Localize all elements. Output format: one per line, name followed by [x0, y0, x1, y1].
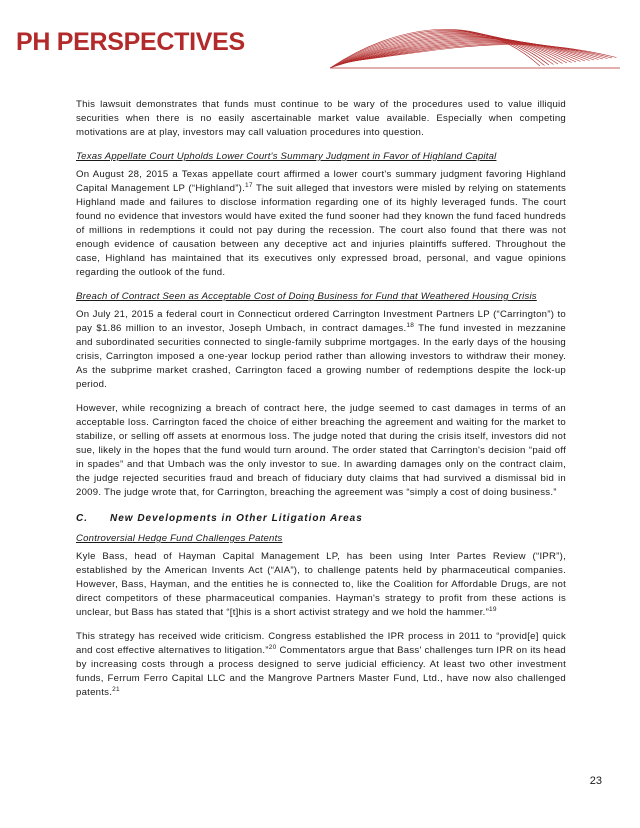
patents-paragraph — [76, 550, 566, 620]
footnote-ref-21[interactable]: 21 — [112, 686, 120, 693]
section-title: New Developments in Other Litigation Areas — [110, 513, 363, 524]
swoosh-line — [338, 36, 571, 65]
ipr-criticism-paragraph — [76, 630, 566, 700]
brand-title: PH PERSPECTIVES — [16, 28, 245, 56]
ipr-text-b: Commentators argue that Bass' challenges turn IPR on its head by increasing costs through a process designed to serve judicial efficiency. At least two other investment funds, Ferrum Ferro Capital LLC and the Mangrove Partners Master Fund, Ltd., have now also challenged patents. — [76, 645, 566, 698]
carrington-text-b: The fund invested in mezzanine and subordinated securities connected to single-family subprime mortgages. In the early days of the housing crisis, Carrington imposed a one-year lockup period rather than allowing investors to withdraw their money. As the subprime market crashed, Carrington faced a growing number of redemptions despite the lock-up period. — [76, 323, 566, 390]
subheading-patents: Controversial Hedge Fund Challenges Patents — [76, 533, 283, 544]
section-heading-c — [76, 512, 566, 526]
section-letter: C. — [76, 513, 88, 524]
carrington-paragraph — [76, 308, 566, 392]
patents-text: Kyle Bass, head of Hayman Capital Management LP, has been using Inter Partes Review (“IPR”), established by the American Invents Act (“AIA”), to challenge patents held by pharmaceutical companies. However, Bass, Hayman, and the entities he is connected to, like the Coalition for Affordable Drugs, are not direct competitors of these pharmaceutical companies. Hayman's strategy to profit from these actions is unclear, but Bass has stated that “[t]his is a short activist strategy and we hold the hammer.” — [76, 551, 566, 618]
footnote-ref-19[interactable]: 19 — [489, 606, 497, 613]
article-body — [76, 98, 566, 710]
footnote-ref-20[interactable]: 20 — [268, 644, 277, 651]
highland-text-a: On August 28, 2015 a Texas appellate court affirmed a lower court's summary judgment favoring Highland Capital Management LP (“Highland”). — [76, 169, 566, 194]
page-header — [0, 0, 640, 80]
carrington-judge-paragraph — [76, 402, 566, 500]
subheading-carrington: Breach of Contract Seen as Acceptable Cost of Doing Business for Fund that Weathered Housing Crisis — [76, 291, 537, 302]
carrington-text-a: On July 21, 2015 a federal court in Connecticut ordered Carrington Investment Partners LP (“Carrington”) to pay $1.86 million to an investor, Joseph Umbach, in contract damages. — [76, 309, 566, 334]
intro-text: This lawsuit demonstrates that funds must continue to be wary of the procedures used to value illiquid securities when there is no easily ascertainable market value available. Especially when competing motivations are at play, investors may call valuation procedures into question. — [76, 99, 566, 138]
subheading-highland: Texas Appellate Court Upholds Lower Court's Summary Judgment in Favor of Highland Capital — [76, 151, 497, 162]
highland-text-b: The suit alleged that investors were misled by relying on statements Highland made and failures to disclose information regarding one of its highly leveraged funds. The court found no evidence that investors would have exited the fund sooner had they known the fund faced hundreds of millions in redemptions it could not pay during the recession. The court also found that there was not enough evidence of causation between any deceptive act and injuries plaintiffs suffered. Throughout the case, Highland has maintained that its executives only expressed broad, personal, and vague opinions regarding the outlook of the fund. — [76, 183, 566, 278]
ipr-text-a: This strategy has received wide criticism. Congress established the IPR process in 2011 to “provid[e] quick and cost effective alternatives to litigation.” — [76, 631, 566, 656]
footnote-ref-17[interactable]: 17 — [245, 182, 253, 189]
intro-paragraph — [76, 98, 566, 140]
swoosh-line — [330, 29, 540, 68]
carrington-judge-text: However, while recognizing a breach of contract here, the judge seemed to cast damages in terms of an acceptable loss. Carrington faced the choice of either breaching the agreement and waiting for the market to stabilize, or selling off assets at enormous loss. The judge noted that during the crisis itself, investors did not sue, likely in the hopes that the fund would turn around. The order stated that Carrington's decision “paid off in spades” and that Umbach was the only investor to sue. In awarding damages only on the contract claim, the judge rejected securities fraud and breach of fiduciary duty claims that had survived a dismissal bid in 2009. The judge wrote that, for Carrington, breaching the agreement was “simply a cost of doing business.” — [76, 403, 566, 498]
footnote-ref-18[interactable]: 18 — [406, 322, 415, 329]
page-number: 23 — [589, 775, 602, 787]
header-swoosh-graphic — [330, 18, 620, 72]
highland-paragraph — [76, 168, 566, 280]
swoosh-line — [340, 37, 576, 65]
